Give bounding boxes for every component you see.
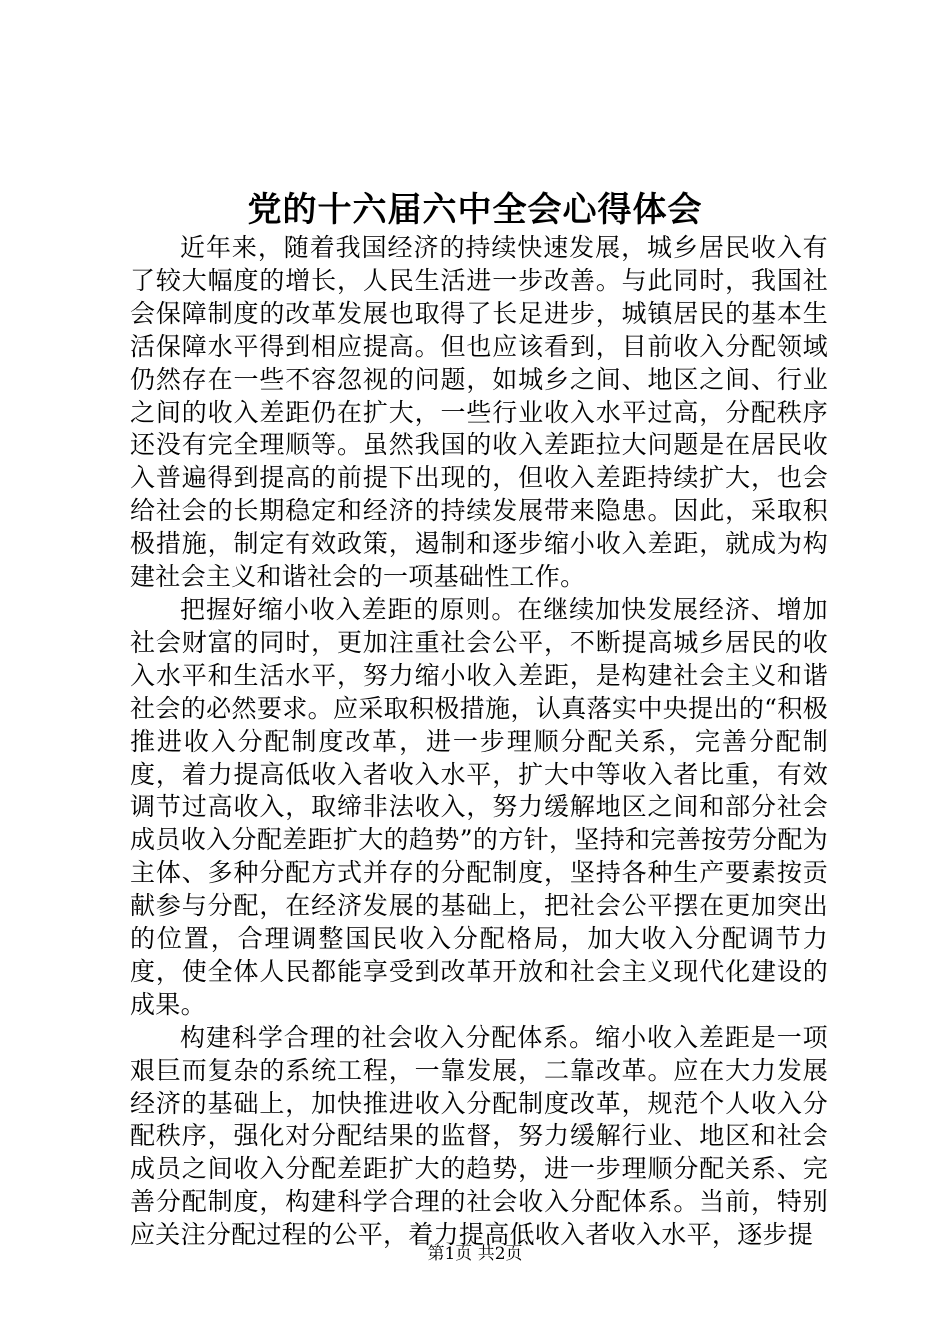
paragraph-2: 把握好缩小收入差距的原则。在继续加快发展经济、增加社会财富的同时，更加注重社会公平，不断提高城乡居民的收入水平和生活水平，努力缩小收入差距，是构建社会主义和谐社会的必然要求。应采取积极措施，认真落实中央提出的“积极推进收入分配制度改革，进一步理顺分配关系，完善分配制度，着力提高低收入者收入水平，扩大中等收入者比重，有效调节过高收入，取缔非法收入，努力缓解地区之间和部分社会成员收入分配差距扩大的趋势”的方针，坚持和完善按劳分配为主体、多种分配方式并存的分配制度，坚持各种生产要素按贡献参与分配，在经济发展的基础上，把社会公平摆在更加突出的位置，合理调整国民收入分配格局，加大收入分配调节力度，使全体人民都能享受到改革开放和社会主义现代化建设的成果。 [130,594,828,1019]
page-number-label: 第1页 共2页 [427,1244,523,1264]
paragraph-1: 近年来，随着我国经济的持续快速发展，城乡居民收入有了较大幅度的增长，人民生活进一步改善。与此同时，我国社会保障制度的改革发展也取得了长足进步，城镇居民的基本生活保障水平得到相应提高。但也应该看到，目前收入分配领域仍然存在一些不容忽视的问题，如城乡之间、地区之间、行业之间的收入差距仍在扩大，一些行业收入水平过高，分配秩序还没有完全理顺等。虽然我国的收入差距拉大问题是在居民收入普遍得到提高的前提下出现的，但收入差距持续扩大，也会给社会的长期稳定和经济的持续发展带来隐患。因此，采取积极措施，制定有效政策，遏制和逐步缩小收入差距，就成为构建社会主义和谐社会的一项基础性工作。 [130,233,828,592]
paragraph-3: 构建科学合理的社会收入分配体系。缩小收入差距是一项艰巨而复杂的系统工程，一靠发展，二靠改革。应在大力发展经济的基础上，加快推进收入分配制度改革，规范个人收入分配秩序，强化对分配结果的监督，努力缓解行业、地区和社会成员之间收入分配差距扩大的趋势，进一步理顺分配关系、完善分配制度，构建科学合理的社会收入分配体系。当前，特别应关注分配过程的公平，着力提高低收入者收入水平，逐步提 [130,1022,828,1250]
page-footer [0,1243,950,1265]
document-title: 党的十六届六中全会心得体会 [247,190,703,230]
document-body [130,232,828,1252]
